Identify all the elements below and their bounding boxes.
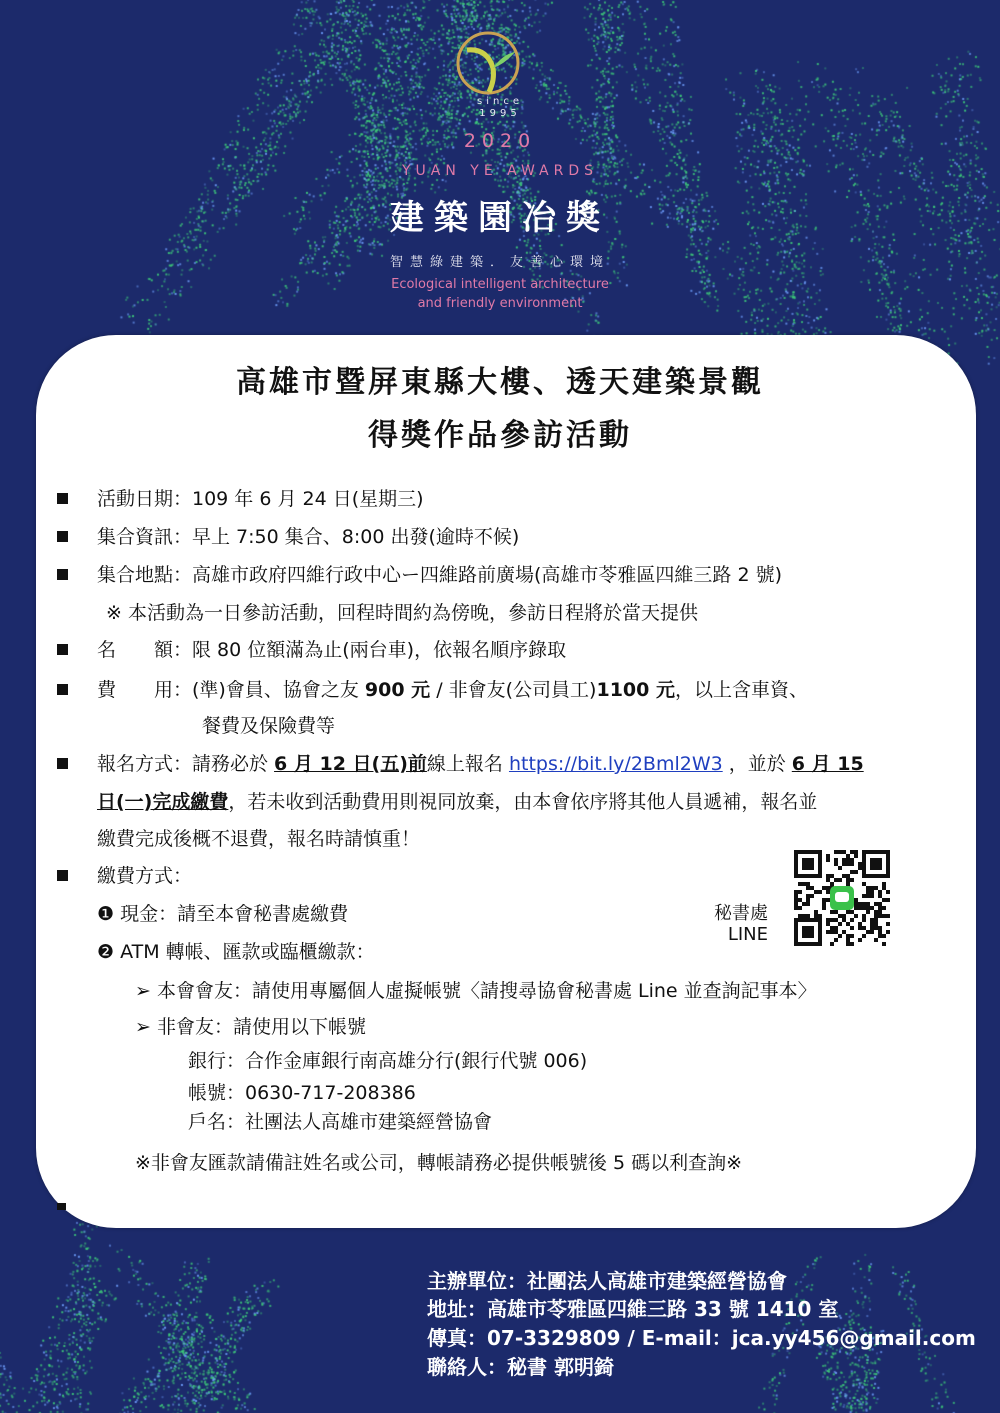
bullet-icon <box>57 569 68 580</box>
qr-module <box>830 918 834 922</box>
qr-module <box>838 866 842 870</box>
fee-mid: / 非會友(公司員工) <box>430 679 597 701</box>
member-account: ➢ 本會會友：請使用專屬個人虛擬帳號〈請搜尋協會秘書處 Line 並查詢記事本〉 <box>135 980 817 1002</box>
qr-module <box>882 886 886 890</box>
since-word: since <box>477 96 523 107</box>
qr-module <box>822 902 826 906</box>
bullet-icon <box>57 684 68 695</box>
qr-module <box>874 914 878 918</box>
qr-module <box>882 906 886 910</box>
qr-module <box>866 890 870 894</box>
qr-module <box>830 930 834 934</box>
qr-module <box>854 906 858 910</box>
qr-module <box>850 870 854 874</box>
qr-module <box>878 894 882 898</box>
qr-module <box>870 890 874 894</box>
qr-module <box>830 874 834 878</box>
qr-module <box>886 922 890 926</box>
qr-module <box>846 934 850 938</box>
contact-info: 傳真：07-3329809 / E-mail：jca.yy456@gmail.com <box>427 1326 976 1350</box>
payment-method: 繳費方式： <box>97 865 193 887</box>
bank-name: 銀行：合作金庫銀行南高雄分行(銀行代號 006) <box>188 1050 588 1072</box>
qr-module <box>870 906 874 910</box>
qr-module <box>870 922 874 926</box>
qr-module <box>862 906 866 910</box>
qr-module <box>874 886 878 890</box>
qr-module <box>874 918 878 922</box>
qr-module <box>870 918 874 922</box>
qr-module <box>858 922 862 926</box>
line-qr-code-icon[interactable] <box>790 846 894 950</box>
qr-module <box>854 850 858 854</box>
nonmember-account: ➢ 非會友：請使用以下帳號 <box>135 1016 366 1038</box>
qr-module <box>870 930 874 934</box>
qr-module <box>826 930 830 934</box>
qr-module <box>874 938 878 942</box>
qr-module <box>866 886 870 890</box>
qr-module <box>882 914 886 918</box>
qr-module <box>798 898 802 902</box>
qr-module <box>834 930 838 934</box>
qr-module <box>838 878 842 882</box>
qr-module <box>802 882 806 886</box>
bullet-icon <box>57 644 68 655</box>
qr-module <box>834 918 838 922</box>
qr-module <box>826 890 830 894</box>
awards-en-title: YUAN YE AWARDS <box>401 163 598 179</box>
fee-line2: 餐費及保險費等 <box>202 715 336 737</box>
qr-module <box>794 902 798 906</box>
registration-line <box>97 751 864 777</box>
qr-module <box>874 926 878 930</box>
qr-label-1: 秘書處 <box>714 903 768 924</box>
bullet-icon <box>57 870 68 881</box>
qr-module <box>866 894 870 898</box>
slogan-en-2: and friendly environment <box>417 296 583 311</box>
qr-module <box>846 858 850 862</box>
qr-module <box>806 898 810 902</box>
qr-module <box>866 902 870 906</box>
registration-line2 <box>97 789 817 815</box>
qr-module <box>794 906 798 910</box>
qr-module <box>854 854 858 858</box>
qr-module <box>858 906 862 910</box>
qr-module <box>814 890 818 894</box>
qr-module <box>858 862 862 866</box>
qr-module <box>846 938 850 942</box>
qr-module <box>814 914 818 918</box>
qr-module <box>794 890 798 894</box>
qr-module <box>826 918 830 922</box>
fee-line <box>97 677 808 703</box>
qr-module <box>806 902 810 906</box>
qr-module <box>814 910 818 914</box>
qr-module <box>794 898 798 902</box>
qr-module <box>794 894 798 898</box>
reg-deadline: 6 月 12 日(五)前 <box>274 753 427 775</box>
remit-note: ※非會友匯款請備註姓名或公司，轉帳請務必提供帳號後 5 碼以利查詢※ <box>135 1152 743 1174</box>
qr-module <box>826 854 830 858</box>
meeting-info: 集合資訊：早上 7:50 集合、8:00 出發(逾時不候) <box>97 526 520 548</box>
qr-module <box>826 898 830 902</box>
qr-module <box>862 914 866 918</box>
qr-module <box>826 886 830 890</box>
qr-module <box>886 890 890 894</box>
award-header <box>0 0 1000 330</box>
qr-module <box>818 914 822 918</box>
qr-module <box>830 942 834 946</box>
award-year: 2020 <box>463 130 537 152</box>
reg-label: 報名方式：請務必於 <box>97 753 275 775</box>
qr-module <box>802 914 806 918</box>
qr-module <box>850 926 854 930</box>
qr-finder <box>870 858 882 870</box>
qr-module <box>846 882 850 886</box>
qr-module <box>830 882 834 886</box>
qr-module <box>878 906 882 910</box>
awards-cn-title: 建築園冶獎 <box>390 198 610 238</box>
qr-module <box>842 858 846 862</box>
qr-module <box>850 878 854 882</box>
registration-line3: 繳費完成後概不退費，報名時請慎重！ <box>97 828 421 850</box>
qr-module <box>842 874 846 878</box>
bullet-icon <box>57 493 68 504</box>
qr-module <box>802 902 806 906</box>
qr-module <box>850 934 854 938</box>
organizer: 主辦單位：社團法人高雄市建築經營協會 <box>427 1269 787 1293</box>
qr-module <box>862 918 866 922</box>
reg-mid: 線上報名 <box>426 753 509 775</box>
qr-module <box>826 858 830 862</box>
qr-module <box>842 918 846 922</box>
qr-module <box>878 890 882 894</box>
event-title-line1: 高雄市暨屏東縣大樓、透天建築景觀 <box>236 365 764 400</box>
qr-module <box>850 918 854 922</box>
qr-module <box>806 914 810 918</box>
qr-module <box>838 914 842 918</box>
qr-module <box>798 882 802 886</box>
qr-module <box>882 882 886 886</box>
qr-module <box>846 874 850 878</box>
fee-member: 900 元 <box>364 679 431 701</box>
account-name: 戶名：社團法人高雄市建築經營協會 <box>188 1111 493 1133</box>
qr-module <box>862 934 866 938</box>
reg-line2-rest: ，若未收到活動費用則視同放棄，由本會依序將其他人員遞補，報名並 <box>228 791 818 813</box>
fee-nonmember: 1100 元 <box>596 679 675 701</box>
qr-module <box>878 934 882 938</box>
qr-module <box>850 850 854 854</box>
qr-module <box>846 922 850 926</box>
qr-module <box>842 930 846 934</box>
qr-module <box>798 914 802 918</box>
qr-module <box>850 858 854 862</box>
qr-module <box>810 886 814 890</box>
qr-module <box>886 930 890 934</box>
qr-module <box>882 934 886 938</box>
qr-module <box>798 906 802 910</box>
qr-module <box>854 902 858 906</box>
qr-module <box>878 914 882 918</box>
qr-module <box>882 942 886 946</box>
qr-module <box>874 910 878 914</box>
qr-module <box>822 886 826 890</box>
qr-module <box>874 922 878 926</box>
fee-suffix: ，以上含車資、 <box>674 679 808 701</box>
qr-module <box>846 942 850 946</box>
event-date: 活動日期：109 年 6 月 24 日(星期三) <box>97 488 424 510</box>
pay-deadline-b: 日(一)完成繳費 <box>97 791 229 813</box>
qr-module <box>886 914 890 918</box>
qr-module <box>850 910 854 914</box>
qr-module <box>882 898 886 902</box>
slogan-cn: 智慧綠建築．友善心環境 <box>389 255 610 270</box>
qr-module <box>830 926 834 930</box>
meeting-place: 集合地點：高雄市政府四維行政中心ー四維路前廣場(高雄市苓雅區四維三路 2 號) <box>97 564 782 586</box>
qr-label-2: LINE <box>727 924 768 945</box>
qr-module <box>798 890 802 894</box>
qr-module <box>854 914 858 918</box>
qr-module <box>834 938 838 942</box>
qr-module <box>878 926 882 930</box>
pay-deadline-a: 6 月 15 <box>791 753 864 775</box>
qr-module <box>838 922 842 926</box>
qr-module <box>878 902 882 906</box>
qr-module <box>866 930 870 934</box>
qr-module <box>834 850 838 854</box>
qr-module <box>834 926 838 930</box>
cash-option: ❶ 現金：請至本會秘書處繳費 <box>97 903 349 925</box>
qr-module <box>810 894 814 898</box>
qr-module <box>834 878 838 882</box>
qr-module <box>830 910 834 914</box>
qr-module <box>834 910 838 914</box>
qr-module <box>822 906 826 910</box>
qr-module <box>846 854 850 858</box>
qr-module <box>842 914 846 918</box>
qr-module <box>846 878 850 882</box>
bullet-icon <box>57 531 68 542</box>
slogan-en-1: Ecological intelligent architecture <box>391 277 609 292</box>
fee-label: 費 用：(準)會員、協會之友 <box>97 679 365 701</box>
qr-module <box>862 926 866 930</box>
qr-module <box>854 870 858 874</box>
qr-module <box>842 850 846 854</box>
registration-link[interactable]: https://bit.ly/2Bml2W3 <box>508 753 723 775</box>
qr-module <box>858 866 862 870</box>
qr-module <box>842 862 846 866</box>
qr-module <box>850 942 854 946</box>
qr-module <box>858 926 862 930</box>
qr-module <box>806 886 810 890</box>
qr-module <box>870 886 874 890</box>
qr-module <box>862 894 866 898</box>
qr-module <box>874 902 878 906</box>
qr-finder <box>802 926 814 938</box>
qr-module <box>866 906 870 910</box>
qr-module <box>878 930 882 934</box>
since-year: 1995 <box>479 108 521 119</box>
quota: 名 額：限 80 位額滿為止(兩台車)，依報名順序錄取 <box>97 639 567 661</box>
qr-module <box>826 878 830 882</box>
qr-module <box>822 898 826 902</box>
qr-module <box>846 910 850 914</box>
qr-module <box>850 862 854 866</box>
qr-module <box>806 882 810 886</box>
qr-module <box>870 894 874 898</box>
qr-module <box>870 926 874 930</box>
account-number: 帳號：0630-717-208386 <box>188 1082 416 1104</box>
qr-module <box>834 858 838 862</box>
qr-module <box>862 882 866 886</box>
qr-module <box>826 922 830 926</box>
qr-module <box>818 890 822 894</box>
qr-module <box>854 898 858 902</box>
reg-after-link: ，並於 <box>722 753 792 775</box>
event-card <box>36 335 976 1228</box>
qr-module <box>862 902 866 906</box>
award-logo-icon <box>453 28 523 98</box>
atm-option: ❷ ATM 轉帳、匯款或臨櫃繳款： <box>97 941 375 963</box>
qr-module <box>878 910 882 914</box>
qr-module <box>838 934 842 938</box>
schedule-note: ※ 本活動為一日參訪活動，回程時間約為傍晚，參訪日程將於當天提供 <box>106 602 698 624</box>
qr-module <box>838 850 842 854</box>
bullet-icon <box>57 1203 66 1210</box>
qr-module <box>826 874 830 878</box>
qr-module <box>858 938 862 942</box>
qr-module <box>834 862 838 866</box>
qr-module <box>866 910 870 914</box>
address: 地址：高雄市苓雅區四維三路 33 號 1410 室 <box>427 1297 839 1321</box>
event-title-line2: 得獎作品參訪活動 <box>368 418 632 453</box>
qr-module <box>806 894 810 898</box>
qr-module <box>886 898 890 902</box>
bullet-icon <box>57 758 68 769</box>
qr-module <box>846 862 850 866</box>
qr-module <box>858 902 862 906</box>
qr-finder <box>802 858 814 870</box>
contact-person: 聯絡人：秘書 郭明錡 <box>427 1355 614 1379</box>
